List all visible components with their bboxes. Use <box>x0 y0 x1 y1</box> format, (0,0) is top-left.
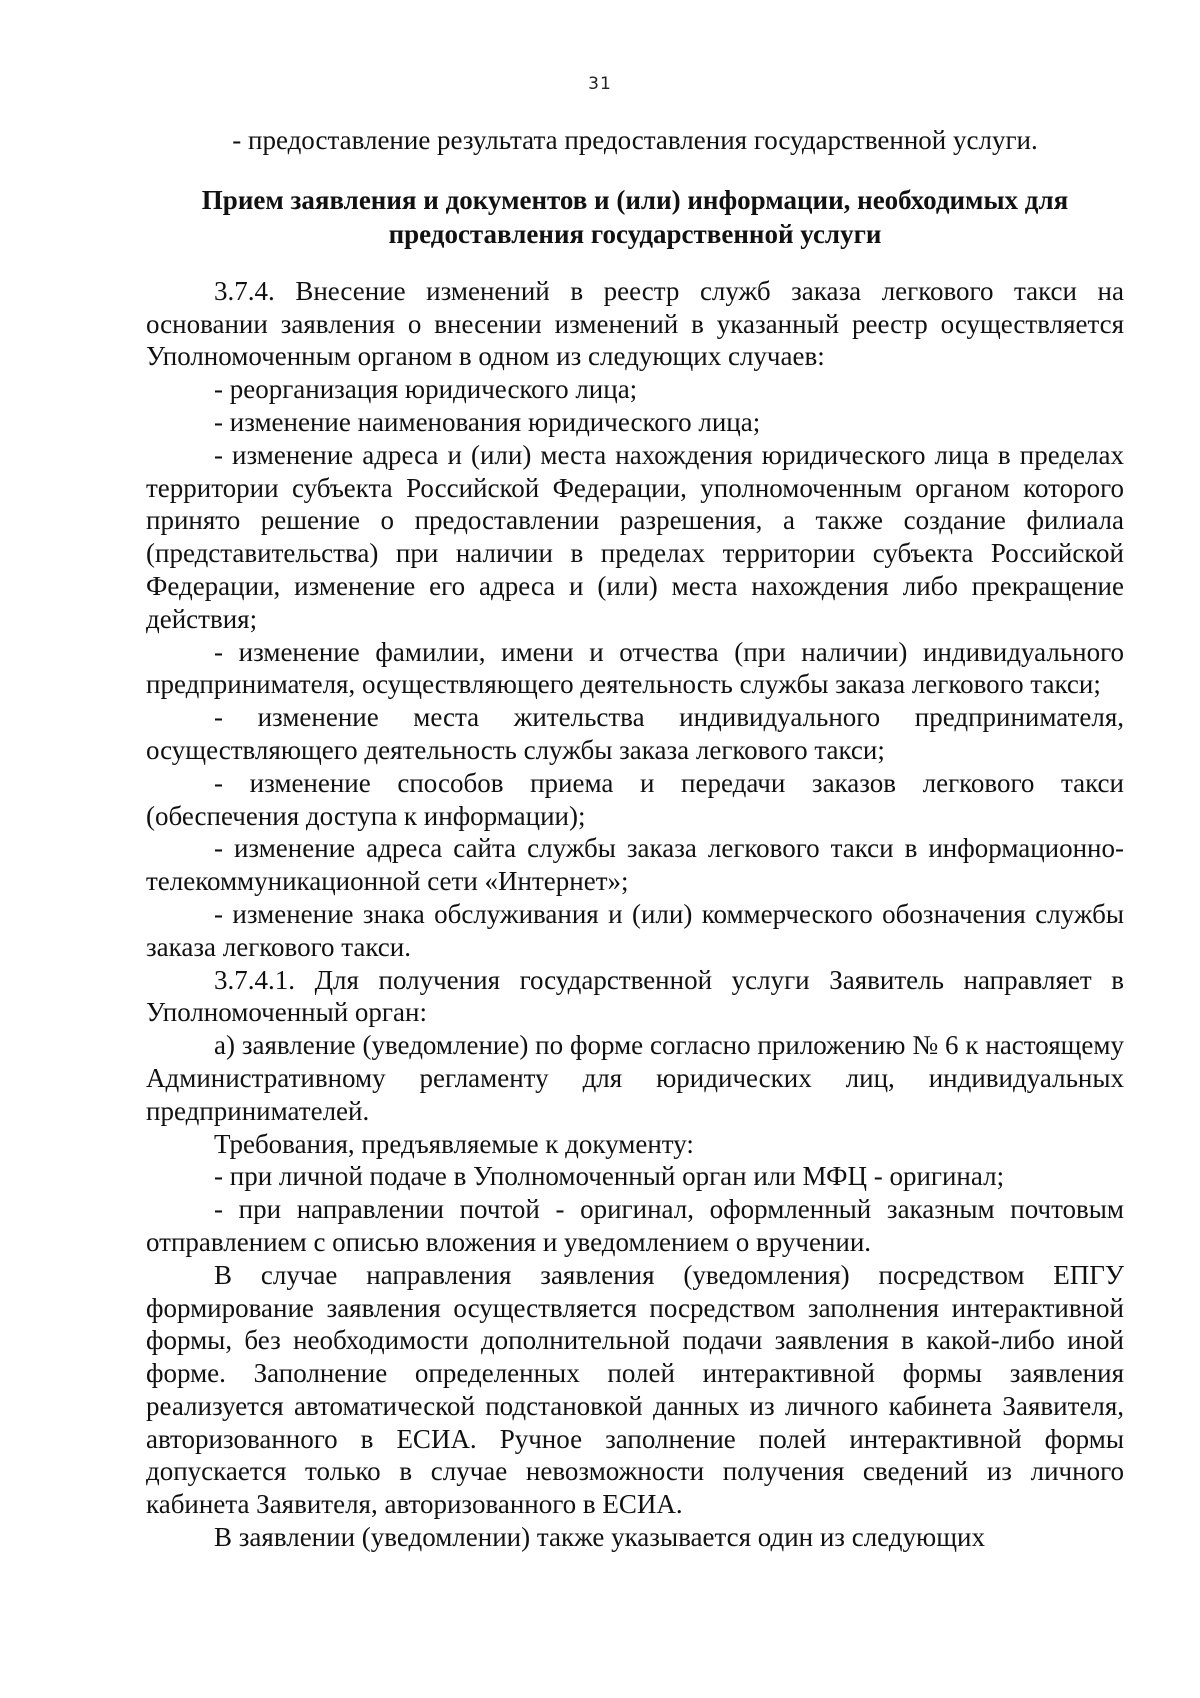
list-item-residence-change: - изменение места жительства индивидуального предпринимателя, осуществляющего деятельность службы заказа легкового такси; <box>146 702 1124 765</box>
section-heading-line-1: Прием заявления и документов и (или) информации, необходимых для <box>201 184 1069 215</box>
top-line: - предоставление результата предоставления государственной услуги. <box>232 125 1038 155</box>
list-item-website-change: - изменение адреса сайта службы заказа легкового такси в информационно-телекоммуникационной сети «Интернет»; <box>146 833 1124 897</box>
list-item-order-methods-change: - изменение способов приема и передачи заказов легкового такси (обеспечения доступа к информации); <box>146 767 1124 831</box>
paragraph-3-7-4: 3.7.4. Внесение изменений в реестр служб заказа легкового такси на основании заявления о внесении изменений в указанный реестр осуществляется Уполномоченным органом в одном из следующих случаев: <box>146 275 1124 372</box>
paragraph-epgu: В случае направления заявления (уведомления) посредством ЕПГУ формирование заявления осуществляется посредством заполнения интерактивной формы, без необходимости дополнительной подачи заявления в какой-либо иной форме. Заполнение определенных полей интерактивной формы заявления реализуется автоматической подстановкой данных из личного кабинета Заявителя, авторизованного в ЕСИА. Ручное заполнение полей интерактивной формы допускается только в случае невозможности получения сведений из личного кабинета Заявителя, авторизованного в ЕСИА. <box>146 1259 1124 1520</box>
paragraph-requirements: Требования, предъявляемые к документу: <box>214 1128 694 1159</box>
list-item-postal-submission: - при направлении почтой - оригинал, оформленный заказным почтовым отправлением с описью вложения и уведомлением о вручении. <box>146 1194 1124 1257</box>
list-item-address-change: - изменение адреса и (или) места нахождения юридического лица в пределах территории субъекта Российской Федерации, уполномоченным органом которого принято решение о предоставлении разрешения, а также создание филиала (представительства) при наличии в пределах территории субъекта Российской Федерации, изменение его адреса и (или) места нахождения либо прекращение действия; <box>146 439 1124 634</box>
paragraph-application-form: а) заявление (уведомление) по форме согласно приложению № 6 к настоящему Административному регламенту для юридических лиц, индивидуальных предпринимателей. <box>146 1030 1124 1126</box>
list-item-personal-submission: - при личной подаче в Уполномоченный орган или МФЦ - оригинал; <box>214 1161 1005 1192</box>
list-item-reorganization: - реорганизация юридического лица; <box>214 374 638 405</box>
paragraph-application-also: В заявлении (уведомлении) также указывается один из следующих <box>214 1522 985 1553</box>
section-heading <box>146 183 1124 251</box>
paragraph-3-7-4-1: 3.7.4.1. Для получения государственной услуги Заявитель направляет в Уполномоченный орган: <box>146 964 1124 1028</box>
section-heading-line-2: предоставления государственной услуги <box>388 218 882 249</box>
page-content <box>146 124 1124 1554</box>
page-number: 31 <box>588 74 612 94</box>
list-item-fio-change: - изменение фамилии, имени и отчества (при наличии) индивидуального предпринимателя, осуществляющего деятельность службы заказа легкового такси; <box>146 636 1124 700</box>
list-item-name-change: - изменение наименования юридического лица; <box>214 406 761 437</box>
list-item-trademark-change: - изменение знака обслуживания и (или) коммерческого обозначения службы заказа легкового такси. <box>146 898 1124 962</box>
